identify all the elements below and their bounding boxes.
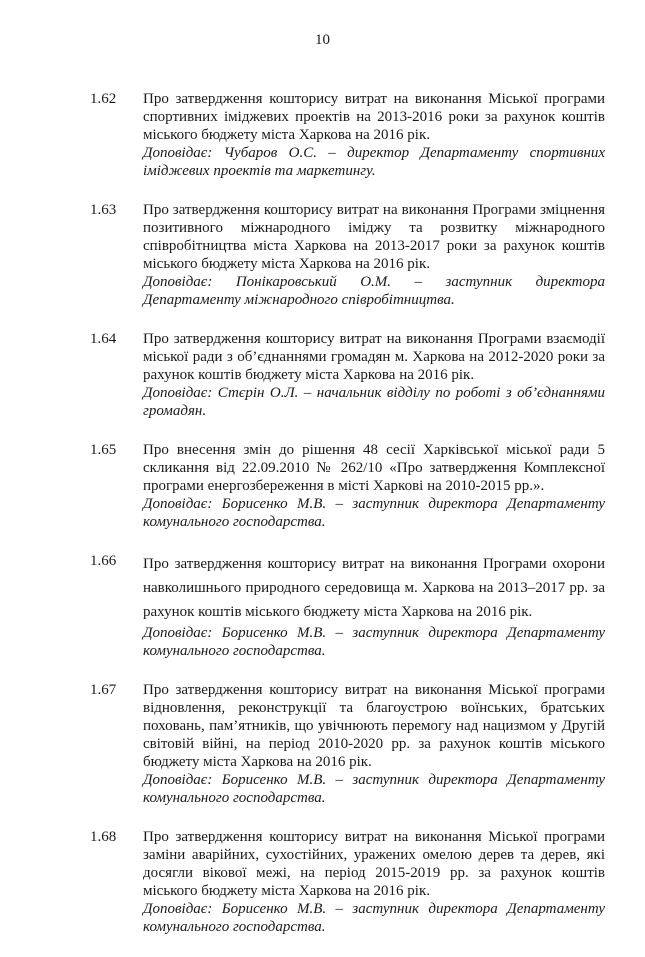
item-number: 1.67 — [90, 682, 117, 698]
agenda-item — [0, 681, 645, 807]
item-speaker: Доповідає: Борисенко М.В. – заступник директора Департаменту комунального господарства. — [143, 625, 605, 659]
agenda-item — [0, 828, 645, 936]
page-number: 10 — [315, 32, 330, 48]
item-body — [143, 552, 605, 660]
item-number: 1.64 — [90, 331, 117, 347]
agenda-item — [0, 330, 645, 420]
item-title: Про внесення змін до рішення 48 сесії Харківської міської ради 5 скликання від 22.09.2010 № 262/10 «Про затвердження Комплексної програми енергозбереження в місті Харкові на 2010-2015 рр.». — [143, 442, 605, 494]
item-number: 1.65 — [90, 442, 117, 458]
agenda-item — [0, 90, 645, 180]
item-number: 1.68 — [90, 829, 117, 845]
item-body — [143, 90, 605, 180]
item-speaker: Доповідає: Борисенко М.В. – заступник директора Департаменту комунального господарства. — [143, 901, 605, 935]
agenda-list — [0, 90, 645, 957]
item-body — [143, 330, 605, 420]
item-number: 1.63 — [90, 202, 117, 218]
item-number: 1.62 — [90, 91, 117, 107]
item-title: Про затвердження кошторису витрат на виконання Програми зміцнення позитивного міжнародного іміджу та розвитку міжнародного співробітництва міста Харкова на 2013-2017 роки за рахунок коштів міського бюджету міста Харкова на 2016 рік. — [143, 202, 605, 272]
item-number: 1.66 — [90, 553, 117, 569]
item-speaker: Доповідає: Чубаров О.С. – директор Департаменту спортивних іміджевих проектів та маркетингу. — [143, 145, 605, 179]
item-body — [143, 681, 605, 807]
item-body — [143, 201, 605, 309]
item-speaker: Доповідає: Стєрін О.Л. – начальник відділу по роботі з об’єднаннями громадян. — [143, 385, 605, 419]
agenda-item — [0, 441, 645, 531]
item-title: Про затвердження кошторису витрат на виконання Програми охорони навколишнього природного середовища м. Харкова на 2013–2017 рр. за рахунок коштів міського бюджету міста Харкова на 2016 рік. — [143, 556, 605, 620]
item-body — [143, 441, 605, 531]
item-title: Про затвердження кошторису витрат на виконання Міської програми спортивних іміджевих проектів на 2013-2016 роки за рахунок коштів міського бюджету міста Харкова на 2016 рік. — [143, 91, 605, 143]
item-speaker: Доповідає: Понікаровський О.М. – заступник директора Департаменту міжнародного співробітництва. — [143, 274, 605, 308]
agenda-item — [0, 552, 645, 660]
item-title: Про затвердження кошторису витрат на виконання Міської програми заміни аварійних, сухостійних, уражених омелою дерев та дерев, які досягли вікової межі, на період 2015-2019 рр. за рахунок коштів міського бюджету міста Харкова на 2016 рік. — [143, 829, 605, 899]
item-title: Про затвердження кошторису витрат на виконання Міської програми відновлення, реконструкції та благоустрою воїнських, братських поховань, пам’ятників, що увічнюють перемогу над нацизмом у Другій світовій війні, на період 2010-2020 рр. за рахунок коштів міського бюджету міста Харкова на 2016 рік. — [143, 682, 605, 770]
item-speaker: Доповідає: Борисенко М.В. – заступник директора Департаменту комунального господарства. — [143, 772, 605, 806]
item-title: Про затвердження кошторису витрат на виконання Програми взаємодії міської ради з об’єднаннями громадян м. Харкова на 2012-2020 роки за рахунок коштів бюджету міста Харкова на 2016 рік. — [143, 331, 605, 383]
item-body — [143, 828, 605, 936]
agenda-item — [0, 201, 645, 309]
item-speaker: Доповідає: Борисенко М.В. – заступник директора Департаменту комунального господарства. — [143, 496, 605, 530]
